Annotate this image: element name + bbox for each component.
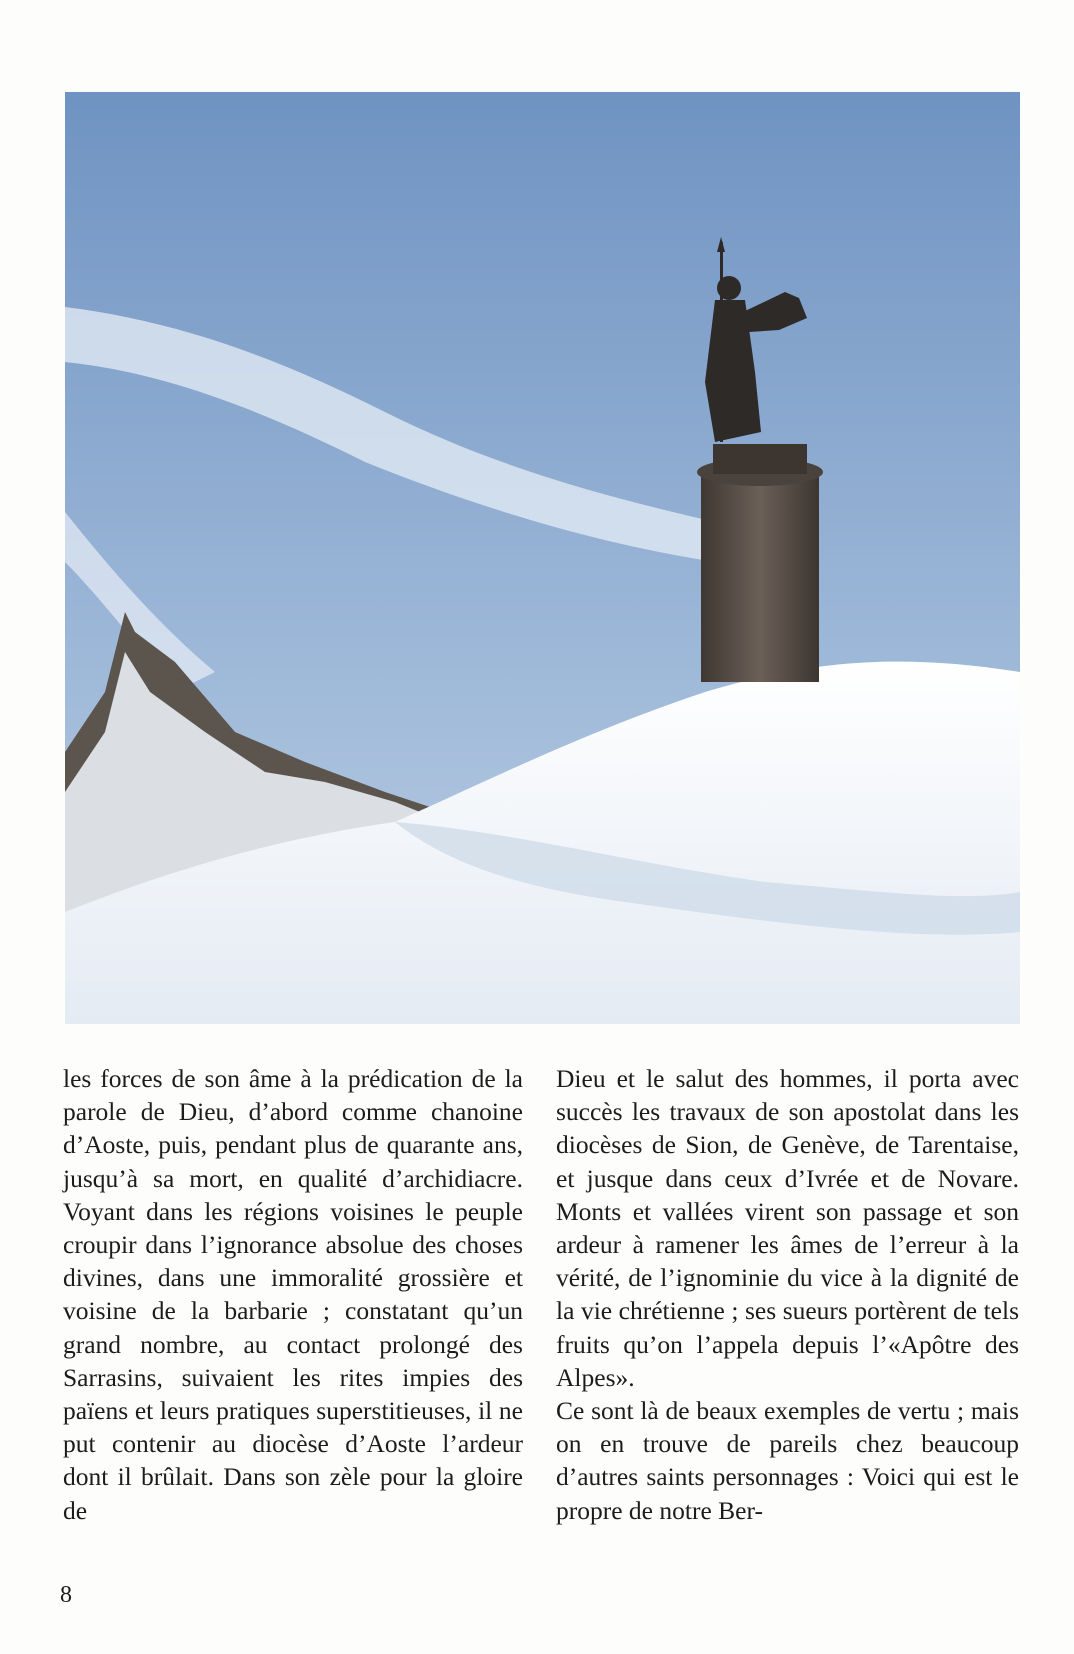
photo-illustration	[65, 92, 1020, 1024]
body-paragraph: les forces de son âme à la prédication de la parole de Dieu, d’abord comme chanoine d’Aoste, puis, pendant plus de quarante ans, jusqu’à sa mort, en qualité d’archidiacre. Voyant dans les régions voisines le peuple croupir dans l’ignorance absolue des choses divines, dans une immoralité grossière et voisine de la barbarie ; constatant qu’un grand nombre, au contact prolongé des Sarrasins, suivaient les rites impies des païens et leurs pratiques superstitieuses, il ne put contenir au diocèse d’Aoste l’ardeur dont il brûlait. Dans son zèle pour la gloire de	[63, 1064, 523, 1525]
text-column-right	[556, 1062, 1019, 1527]
text-column-left	[63, 1062, 523, 1527]
stone-column	[697, 444, 823, 682]
page-number: 8	[60, 1582, 72, 1608]
body-paragraph: Ce sont là de beaux exemples de vertu ; mais on en trouve de pareils chez beaucoup d’autres saints personnages : Voici qui est le propre de notre Ber-	[556, 1396, 1019, 1525]
statue-photo	[65, 92, 1020, 1024]
body-paragraph: Dieu et le salut des hommes, il porta avec succès les travaux de son apostolat dans les diocèses de Sion, de Genève, de Tarentaise, et jusque dans ceux d’Ivrée et de Novare. Monts et vallées virent son passage et son ardeur à ramener les âmes de l’erreur à la vérité, de l’ignominie du vice à la dignité de la vie chrétienne ; ses sueurs portèrent de tels fruits qu’on l’appela depuis l’«Apôtre des Alpes».	[556, 1064, 1019, 1392]
